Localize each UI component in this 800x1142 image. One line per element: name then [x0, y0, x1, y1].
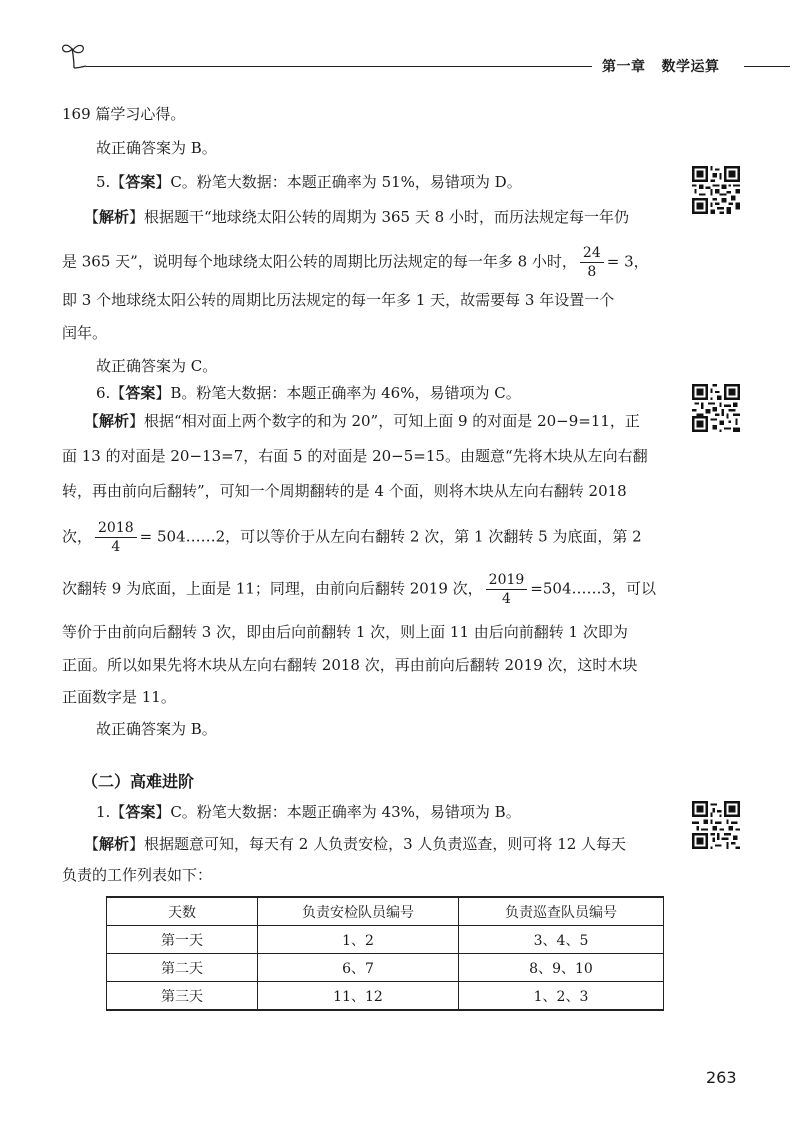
- chapter-heading: [602, 56, 720, 76]
- table-cell: 第一天: [107, 926, 258, 954]
- header-rule-right: [744, 66, 790, 67]
- table-cell: 11、12: [258, 982, 459, 1011]
- table-cell: 6、7: [258, 954, 459, 982]
- sprout-icon: [60, 40, 88, 70]
- qr-code-icon[interactable]: [692, 384, 740, 432]
- table-header-cell: 负责巡查队员编号: [459, 897, 664, 926]
- s2q1-answer-line: 1.【答案】C。粉笔大数据：本题正确率为 43%，易错项为 B。: [96, 803, 521, 821]
- table-row: [107, 954, 664, 982]
- chapter-number: 第一章: [602, 59, 646, 75]
- q6-line-with-fraction-2: 次翻转 9 为底面，上面是 11；同理，由前向后翻转 2019 次， $\frac{2019}{4}$ =504……3，可以: [62, 572, 657, 607]
- q6-line-with-fraction: 次， $\frac{2018}{4}$ = 504……2，可以等价于从左向右翻转 2 次，第 1 次翻转 5 为底面，第 2: [62, 520, 642, 555]
- fraction: $\frac{2018}{4}$: [95, 520, 137, 555]
- table-cell: 3、4、5: [459, 926, 664, 954]
- q5-explanation-line: 【解析】根据题干“地球绕太阳公转的周期为 365 天 8 小时，而历法规定每一年仍: [84, 208, 629, 226]
- text-line: 负责的工作列表如下：: [62, 866, 213, 884]
- table-row: [107, 926, 664, 954]
- header-rule: [86, 66, 592, 67]
- text-line: 故正确答案为 B。: [96, 139, 217, 157]
- text-line: 正面。所以如果先将木块从左向右翻转 2018 次，再由前向后翻转 2019 次，这时木块: [62, 656, 638, 674]
- text-line: 故正确答案为 C。: [96, 357, 218, 375]
- qr-code-icon[interactable]: [692, 166, 740, 214]
- page-number: 263: [706, 1068, 737, 1087]
- table-row: [107, 982, 664, 1011]
- q6-answer-line: 6.【答案】B。粉笔大数据：本题正确率为 46%，易错项为 C。: [96, 384, 521, 402]
- text-line: 转，再由前向后翻转”，可知一个周期翻转的是 4 个面，则将木块从左向右翻转 2018: [62, 482, 627, 500]
- fraction: $\frac{2019}{4}$: [486, 572, 528, 607]
- text-line: 等价于由前向后翻转 3 次，即由后向前翻转 1 次，则上面 11 由后向前翻转 1 次即为: [62, 623, 628, 641]
- table-cell: 1、2、3: [459, 982, 664, 1011]
- chapter-title: 数学运算: [661, 59, 720, 75]
- table-header-cell: 负责安检队员编号: [258, 897, 459, 926]
- text-line: 169 篇学习心得。: [62, 105, 186, 123]
- duty-table: [106, 896, 664, 1011]
- section-heading: （二）高难进阶: [82, 772, 195, 791]
- text-line: 闰年。: [62, 324, 108, 342]
- table-cell: 第三天: [107, 982, 258, 1011]
- text-line: 正面数字是 11。: [62, 688, 176, 706]
- table-cell: 1、2: [258, 926, 459, 954]
- table-header-cell: 天数: [107, 897, 258, 926]
- q5-explanation-line-2: 是 365 天”，说明每个地球绕太阳公转的周期比历法规定的每一年多 8 小时， $\frac{24}{8}$ = 3，: [62, 245, 649, 280]
- s2q1-explanation-line: 【解析】根据题意可知，每天有 2 人负责安检，3 人负责巡查，则可将 12 人每天: [84, 835, 627, 853]
- table-cell: 第二天: [107, 954, 258, 982]
- fraction: $\frac{24}{8}$: [580, 245, 604, 280]
- qr-code-icon[interactable]: [692, 801, 740, 849]
- text-line: 故正确答案为 B。: [96, 720, 217, 738]
- q6-explanation-line: 【解析】根据“相对面上两个数字的和为 20”，可知上面 9 的对面是 20−9=11，正: [84, 412, 640, 430]
- text-line: 即 3 个地球绕太阳公转的周期比历法规定的每一年多 1 天，故需要每 3 年设置一个: [62, 291, 615, 309]
- q5-answer-line: 5.【答案】C。粉笔大数据：本题正确率为 51%，易错项为 D。: [96, 173, 522, 191]
- table-header-row: [107, 897, 664, 926]
- text-line: 面 13 的对面是 20−13=7，右面 5 的对面是 20−5=15。由题意“先将木块从左向右翻: [62, 447, 648, 465]
- table-cell: 8、9、10: [459, 954, 664, 982]
